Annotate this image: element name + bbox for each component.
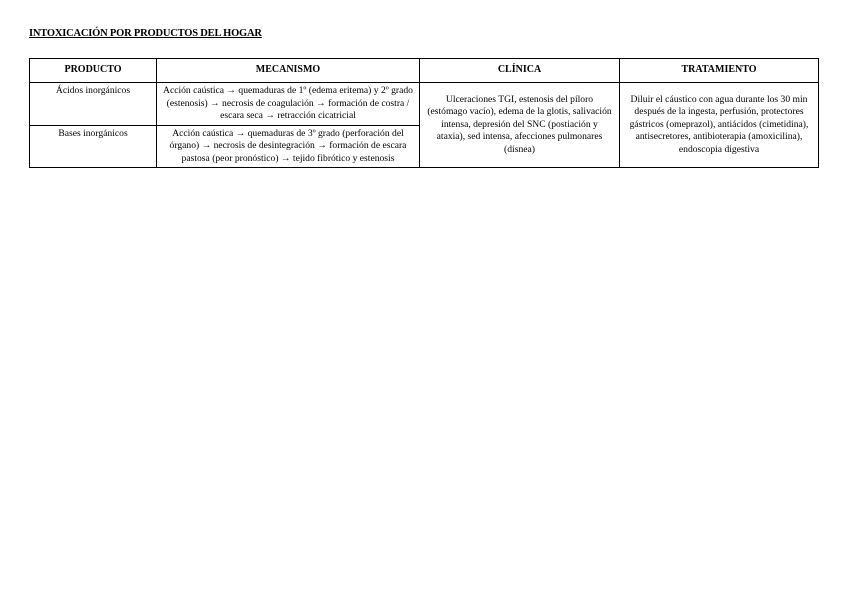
cell-clinica: Ulceraciones TGI, estenosis del píloro (estómago vacío), edema de la glotis, salivación intensa, depresión del SNC (postiación y ataxia), sed intensa, afecciones pulmonares (disnea) bbox=[420, 83, 620, 168]
page-title: INTOXICACIÓN POR PRODUCTOS DEL HOGAR bbox=[29, 28, 262, 39]
cell-producto-bases: Bases inorgánicos bbox=[30, 125, 157, 168]
header-mecanismo: MECANISMO bbox=[157, 59, 420, 83]
header-producto: PRODUCTO bbox=[30, 59, 157, 83]
header-tratamiento: TRATAMIENTO bbox=[620, 59, 819, 83]
table-row bbox=[30, 83, 819, 126]
cell-producto-acidos: Ácidos inorgánicos bbox=[30, 83, 157, 126]
cell-mecanismo-bases: Acción caústica → quemaduras de 3º grado (perforación del órgano) → necrosis de desintegración → formación de escara pastosa (peor pronóstico) → tejido fibrótico y estenosis bbox=[157, 125, 420, 168]
cell-mecanismo-acidos: Acción caústica → quemaduras de 1º (edema eritema) y 2º grado (estenosis) → necrosis de coagulación → formación de costra / escara seca → retracción cicatricial bbox=[157, 83, 420, 126]
cell-tratamiento: Diluir el cáustico con agua durante los 30 min después de la ingesta, perfusión, protectores gástricos (omeprazol), antiácidos (cimetidina), antisecretores, antibioterapia (amoxicilina), endoscopia digestiva bbox=[620, 83, 819, 168]
intoxication-table bbox=[29, 58, 819, 168]
header-clinica: CLÍNICA bbox=[420, 59, 620, 83]
table-header-row bbox=[30, 59, 819, 83]
